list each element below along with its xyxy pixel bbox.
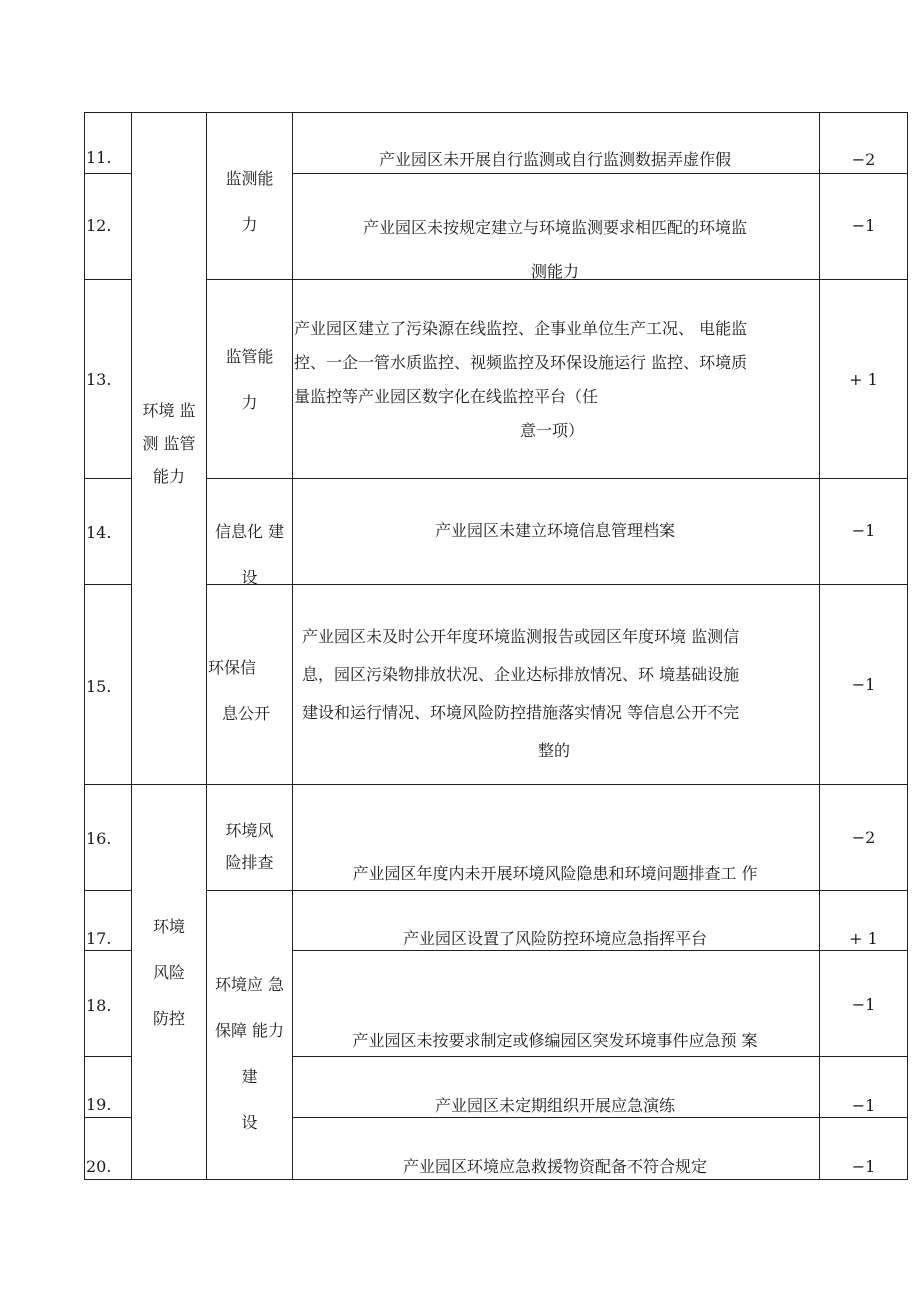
row-number: 20. [86,1157,112,1176]
category-line: 测 监管 [142,434,196,453]
subcategory-line: 息公开 [222,704,271,723]
criterion-line: 产业园区环境应急救援物资配备不符合规定 [402,1157,707,1176]
row-divider [206,584,908,585]
criterion-line: 产业园区年度内未开展环境风险隐患和环境问题排查工 作 [352,864,758,883]
table-border-bottom [84,1179,908,1180]
subcategory-monitoring-capability [207,156,292,248]
criterion-text [292,1094,818,1118]
criterion-text [292,206,818,294]
criterion-line: 产业园区未建立环境信息管理档案 [434,521,675,540]
criterion-line: 产业园区未定期组织开展应急演练 [434,1096,675,1115]
subcategory-line: 环保信 [208,658,257,677]
row-divider [84,890,131,891]
score-value: + 1 [849,370,878,389]
table-border-right [907,112,908,1180]
subcategory-line: 设 [241,568,258,587]
subcategory-line: 监管能 [225,347,274,366]
row-number: 16. [86,829,112,848]
row-divider [84,784,908,785]
row-divider [206,478,908,479]
row-number: 18. [86,996,112,1015]
subcategory-line: 建 [241,1067,258,1086]
row-divider [84,1117,131,1118]
row-number: 13. [86,370,112,389]
criterion-line: 意一项） [520,421,585,440]
criterion-line: 建设和运行情况、环境风险防控措施落实情况 等信息公开不完 [302,703,740,722]
criterion-line: 整的 [538,741,571,760]
subcategory-line: 监测能 [225,169,274,188]
row-divider [292,173,908,174]
subcategory-risk-inspection [207,815,292,879]
subcategory-supervision-capability [207,334,292,426]
row-divider [84,1056,131,1057]
row-divider [84,478,131,479]
score-value: + 1 [849,929,878,948]
criterion-text [292,1029,818,1053]
score-value: −2 [851,150,876,169]
row-number: 15. [86,677,112,696]
criterion-text [292,862,818,886]
criterion-line: 产业园区未及时公开年度环境监测报告或园区年度环境 监测信 [302,627,740,646]
row-number: 12. [86,216,112,235]
score-value: −1 [851,1096,876,1115]
score-value: −1 [851,1157,876,1176]
assessment-table [84,112,908,1180]
category-line: 环境 [152,917,185,936]
score-value: −1 [851,521,876,540]
category-line: 环境 监 [142,401,196,420]
score-value: −1 [851,216,876,235]
row-divider [84,279,131,280]
criterion-line: 产业园区建立了污染源在线监控、企事业单位生产工况、 电能监 [294,319,748,338]
criterion-text [292,519,818,543]
criterion-line: 产业园区未开展自行监测或自行监测数据弄虚作假 [378,150,731,169]
subcategory-informatization [207,509,292,601]
criterion-line: 产业园区未按要求制定或修编园区突发环境事件应急预 案 [352,1031,758,1050]
subcategory-line: 信息化 建 [214,522,285,541]
subcategory-line: 环境风 [225,821,274,840]
criterion-text [292,312,818,448]
category-line: 能力 [152,467,185,486]
criterion-line: 测能力 [530,262,579,281]
category-line: 风险 [152,963,185,982]
score-value: −1 [851,675,876,694]
subcategory-line: 设 [241,1113,258,1132]
row-divider [84,584,131,585]
row-divider [84,173,131,174]
subcategory-line: 险排查 [225,853,274,872]
score-value: −1 [851,995,876,1014]
row-number: 11. [86,148,112,167]
criterion-text [292,927,818,951]
subcategory-line: 环境应 急 [214,975,285,994]
row-divider [206,890,908,891]
category-risk-control [132,904,206,1042]
subcategory-info-disclosure [207,645,292,737]
criterion-text [292,1155,818,1179]
subcategory-line: 力 [241,215,258,234]
table-border-left [84,112,85,1180]
subcategory-emergency-capability [207,962,292,1146]
row-number: 14. [86,523,112,542]
row-number: 17. [86,929,112,948]
criterion-text [292,148,818,172]
subcategory-line: 保障 能力 [214,1021,285,1040]
row-number: 19. [86,1095,112,1114]
table-border-top [84,112,908,113]
category-line: 防控 [152,1009,185,1028]
criterion-line: 息，园区污染物排放状况、企业达标排放情况、环 境基础设施 [302,665,740,684]
criterion-line: 控、一企一管水质监控、视频监控及环保设施运行 监控、环境质 [294,353,748,372]
row-divider [292,1056,908,1057]
criterion-text [292,618,818,770]
score-value: −2 [851,828,876,847]
column-divider [819,112,820,1180]
criterion-line: 产业园区未按规定建立与环境监测要求相匹配的环境监 [362,218,747,237]
subcategory-line: 力 [241,393,258,412]
criterion-line: 产业园区设置了风险防控环境应急指挥平台 [402,929,707,948]
category-monitoring [132,394,206,493]
criterion-line: 量监控等产业园区数字化在线监控平台（任 [294,387,599,406]
